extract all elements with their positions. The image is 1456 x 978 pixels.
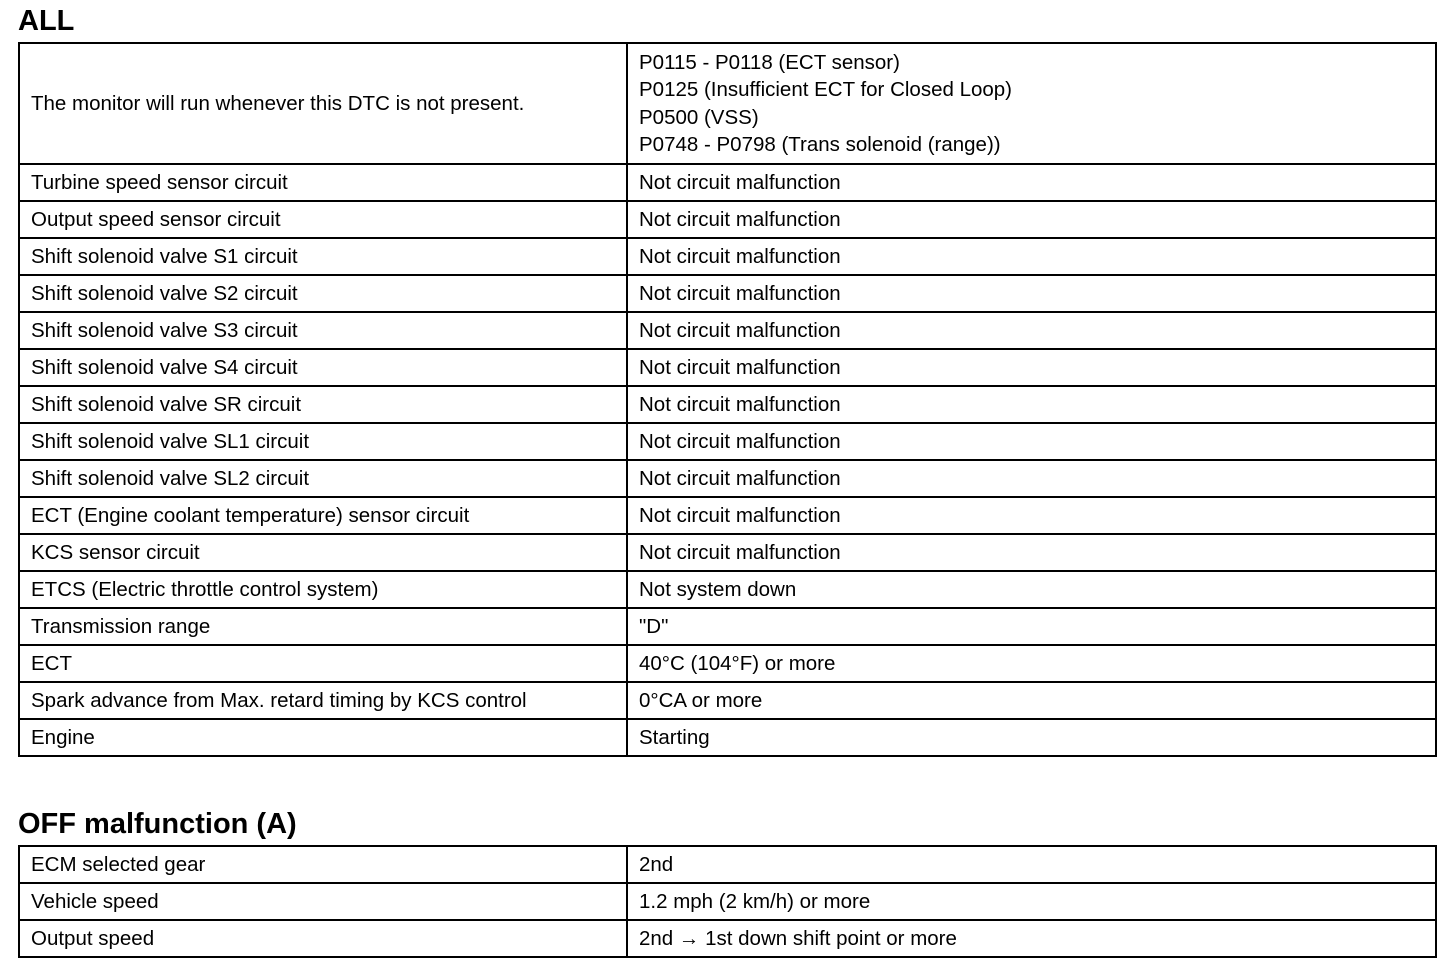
value-cell: Not circuit malfunction: [627, 312, 1436, 349]
dtc-item: P0748 - P0798 (Trans solenoid (range)): [639, 133, 1001, 156]
table-row: [19, 645, 1436, 682]
dtc-item: P0500 (VSS): [639, 105, 759, 129]
table-row: [19, 238, 1436, 275]
value-cell: 40°C (104°F) or more: [627, 645, 1436, 682]
value-cell: Not circuit malfunction: [627, 238, 1436, 275]
condition-cell: Shift solenoid valve S3 circuit: [19, 312, 627, 349]
value-cell: 2nd → 1st down shift point or more: [627, 920, 1436, 957]
value-cell: Starting: [627, 719, 1436, 756]
table-row: [19, 883, 1436, 920]
condition-cell: Vehicle speed: [19, 883, 627, 920]
table-row: [19, 201, 1436, 238]
dtc-list-cell: [627, 43, 1436, 164]
table-row: [19, 608, 1436, 645]
value-cell: 0°CA or more: [627, 682, 1436, 719]
condition-cell: Shift solenoid valve S4 circuit: [19, 349, 627, 386]
condition-cell: ECT: [19, 645, 627, 682]
dtc-item: P0115 - P0118 (ECT sensor): [639, 50, 900, 74]
condition-cell: Shift solenoid valve SR circuit: [19, 386, 627, 423]
value-cell: Not circuit malfunction: [627, 497, 1436, 534]
value-cell: Not circuit malfunction: [627, 275, 1436, 312]
value-cell: "D": [627, 608, 1436, 645]
condition-cell: Output speed sensor circuit: [19, 201, 627, 238]
condition-cell: Shift solenoid valve S2 circuit: [19, 275, 627, 312]
value-cell: Not circuit malfunction: [627, 201, 1436, 238]
condition-cell: The monitor will run whenever this DTC is not present.: [19, 43, 627, 164]
condition-cell: Shift solenoid valve SL1 circuit: [19, 423, 627, 460]
conditions-table-off-malfunction: [18, 845, 1437, 958]
condition-cell: Spark advance from Max. retard timing by KCS control: [19, 682, 627, 719]
condition-cell: Output speed: [19, 920, 627, 957]
value-cell: 2nd: [627, 846, 1436, 883]
condition-cell: KCS sensor circuit: [19, 534, 627, 571]
table-row: [19, 846, 1436, 883]
value-cell: 1.2 mph (2 km/h) or more: [627, 883, 1436, 920]
condition-cell: ETCS (Electric throttle control system): [19, 571, 627, 608]
condition-cell: Turbine speed sensor circuit: [19, 164, 627, 201]
value-cell: Not circuit malfunction: [627, 164, 1436, 201]
value-cell: Not circuit malfunction: [627, 534, 1436, 571]
value-cell: Not circuit malfunction: [627, 386, 1436, 423]
condition-cell: ECM selected gear: [19, 846, 627, 883]
table-row: [19, 349, 1436, 386]
table-row: [19, 719, 1436, 756]
value-cell: Not circuit malfunction: [627, 423, 1436, 460]
table-row: [19, 460, 1436, 497]
table-row: [19, 682, 1436, 719]
table-row: [19, 43, 1436, 164]
conditions-table-all: [18, 42, 1437, 757]
value-cell: Not system down: [627, 571, 1436, 608]
table-row: [19, 534, 1436, 571]
section-title-all: ALL: [18, 5, 75, 37]
table-row: [19, 423, 1436, 460]
condition-cell: Shift solenoid valve SL2 circuit: [19, 460, 627, 497]
section-title-off-malfunction: OFF malfunction (A): [18, 808, 297, 840]
condition-cell: Transmission range: [19, 608, 627, 645]
dtc-item: P0125 (Insufficient ECT for Closed Loop): [639, 78, 1013, 101]
condition-cell: Shift solenoid valve S1 circuit: [19, 238, 627, 275]
value-cell: Not circuit malfunction: [627, 349, 1436, 386]
table-row: [19, 920, 1436, 957]
table-row: [19, 571, 1436, 608]
condition-cell: ECT (Engine coolant temperature) sensor circuit: [19, 497, 627, 534]
table-row: [19, 312, 1436, 349]
table-row: [19, 386, 1436, 423]
condition-cell: Engine: [19, 719, 627, 756]
table-row: [19, 497, 1436, 534]
table-row: [19, 164, 1436, 201]
table-row: [19, 275, 1436, 312]
value-cell: Not circuit malfunction: [627, 460, 1436, 497]
